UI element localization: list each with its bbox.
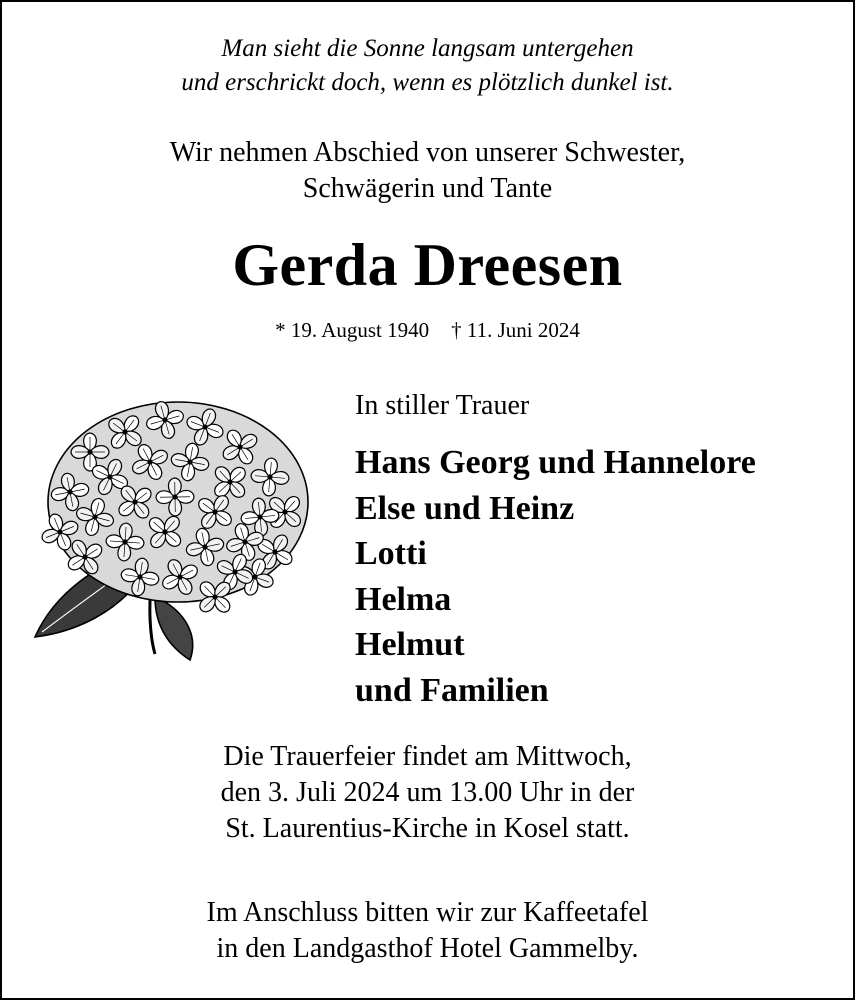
mourner-name: Lotti — [355, 535, 427, 572]
mourner-name: Hans Georg und Hannelore — [355, 444, 756, 481]
intro-line-2: Schwägerin und Tante — [302, 173, 553, 204]
birth-date: * 19. August 1940 — [275, 318, 430, 342]
quote-line-2: und erschrickt doch, wenn es plötzlich dunkel ist. — [181, 69, 674, 96]
intro-line-1: Wir nehmen Abschied von unserer Schwester, — [169, 137, 686, 168]
deceased-name: Gerda Dreesen — [232, 232, 623, 298]
reception-line-2: in den Landgasthof Hotel Gammelby. — [216, 933, 639, 964]
reception-line-1: Im Anschluss bitten wir zur Kaffeetafel — [206, 897, 649, 928]
mourner-name: Helmut — [355, 626, 465, 663]
life-dates — [2, 316, 853, 344]
mourner-name: und Familien — [355, 671, 549, 709]
mourning-label: In stiller Trauer — [355, 390, 530, 421]
service-line-2: den 3. Juli 2024 um 13.00 Uhr in der — [220, 777, 635, 808]
mourner-name: Helma — [355, 580, 452, 618]
death-date: † 11. Juni 2024 — [451, 318, 580, 342]
service-line-1: Die Trauerfeier findet am Mittwoch, — [223, 741, 632, 772]
reception-info — [2, 895, 853, 967]
quote-line-1: Man sieht die Sonne langsam untergehen — [221, 35, 634, 62]
farewell-intro — [2, 135, 853, 207]
mourner-name: Else und Heinz — [355, 489, 575, 527]
hydrangea-illustration — [30, 392, 320, 662]
service-line-3: St. Laurentius-Kirche in Kosel statt. — [225, 813, 630, 844]
mourners-list — [355, 440, 756, 713]
funeral-service-info — [2, 739, 853, 847]
memorial-quote — [2, 32, 853, 100]
